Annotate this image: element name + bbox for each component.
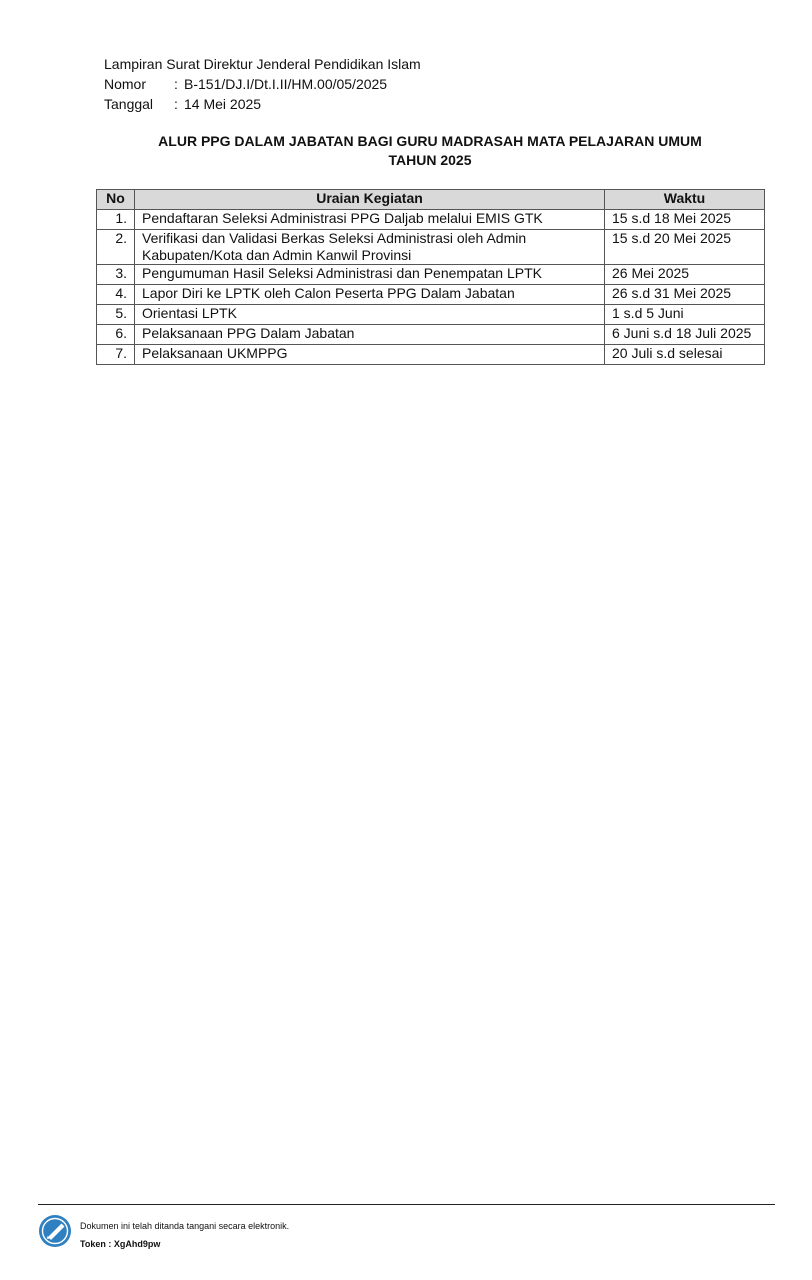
title-line-2: TAHUN 2025 — [388, 152, 472, 168]
row-kegiatan: Pelaksanaan PPG Dalam Jabatan — [135, 325, 605, 345]
row-no: 6. — [97, 325, 135, 345]
table-header-row — [97, 190, 765, 210]
signed-note: Dokumen ini telah ditanda tangani secara elektronik. — [80, 1221, 290, 1231]
nomor-label: Nomor — [104, 76, 147, 92]
tanggal-value: 14 Mei 2025 — [184, 96, 262, 112]
table-row — [97, 210, 765, 230]
nomor-colon: : — [174, 76, 178, 92]
row-kegiatan: Pendaftaran Seleksi Administrasi PPG Daljab melalui EMIS GTK — [135, 210, 605, 230]
nomor-value: B-151/DJ.I/Dt.I.II/HM.00/05/2025 — [184, 76, 388, 92]
header-no: No — [97, 190, 135, 210]
row-kegiatan: Orientasi LPTK — [135, 305, 605, 325]
table-row — [97, 230, 765, 265]
title-line-1: ALUR PPG DALAM JABATAN BAGI GURU MADRASAH MATA PELAJARAN UMUM — [158, 133, 702, 149]
table-row — [97, 305, 765, 325]
row-kegiatan: Verifikasi dan Validasi Berkas Seleksi Administrasi oleh Admin Kabupaten/Kota dan Admin Kanwil Provinsi — [135, 230, 605, 265]
row-no: 5. — [97, 305, 135, 325]
e-signature-seal-icon — [38, 1214, 72, 1248]
row-waktu: 15 s.d 18 Mei 2025 — [605, 210, 765, 230]
footer-divider — [38, 1204, 775, 1205]
row-waktu: 26 Mei 2025 — [605, 265, 765, 285]
row-no: 4. — [97, 285, 135, 305]
header-waktu: Waktu — [605, 190, 765, 210]
row-waktu: 20 Juli s.d selesai — [605, 345, 765, 365]
lampiran-text: Lampiran Surat Direktur Jenderal Pendidikan Islam — [104, 56, 421, 72]
letter-header — [104, 54, 421, 114]
row-no: 2. — [97, 230, 135, 265]
document-title — [96, 132, 764, 170]
row-no: 7. — [97, 345, 135, 365]
header-line-nomor — [104, 74, 421, 94]
header-line-tanggal — [104, 94, 421, 114]
tanggal-colon: : — [174, 96, 178, 112]
table-row — [97, 325, 765, 345]
table-row — [97, 285, 765, 305]
header-uraian-kegiatan: Uraian Kegiatan — [135, 190, 605, 210]
token-text: Token : XgAhd9pw — [80, 1239, 161, 1249]
header-line-lampiran — [104, 54, 421, 74]
table-row — [97, 345, 765, 365]
table-row — [97, 265, 765, 285]
footer-signature-note — [80, 1217, 289, 1253]
row-kegiatan: Pengumuman Hasil Seleksi Administrasi dan Penempatan LPTK — [135, 265, 605, 285]
row-kegiatan: Lapor Diri ke LPTK oleh Calon Peserta PPG Dalam Jabatan — [135, 285, 605, 305]
row-waktu: 15 s.d 20 Mei 2025 — [605, 230, 765, 265]
row-no: 1. — [97, 210, 135, 230]
row-waktu: 1 s.d 5 Juni — [605, 305, 765, 325]
tanggal-label: Tanggal — [104, 96, 154, 112]
row-kegiatan: Pelaksanaan UKMPPG — [135, 345, 605, 365]
schedule-table — [96, 189, 765, 365]
row-waktu: 26 s.d 31 Mei 2025 — [605, 285, 765, 305]
row-no: 3. — [97, 265, 135, 285]
row-waktu: 6 Juni s.d 18 Juli 2025 — [605, 325, 765, 345]
